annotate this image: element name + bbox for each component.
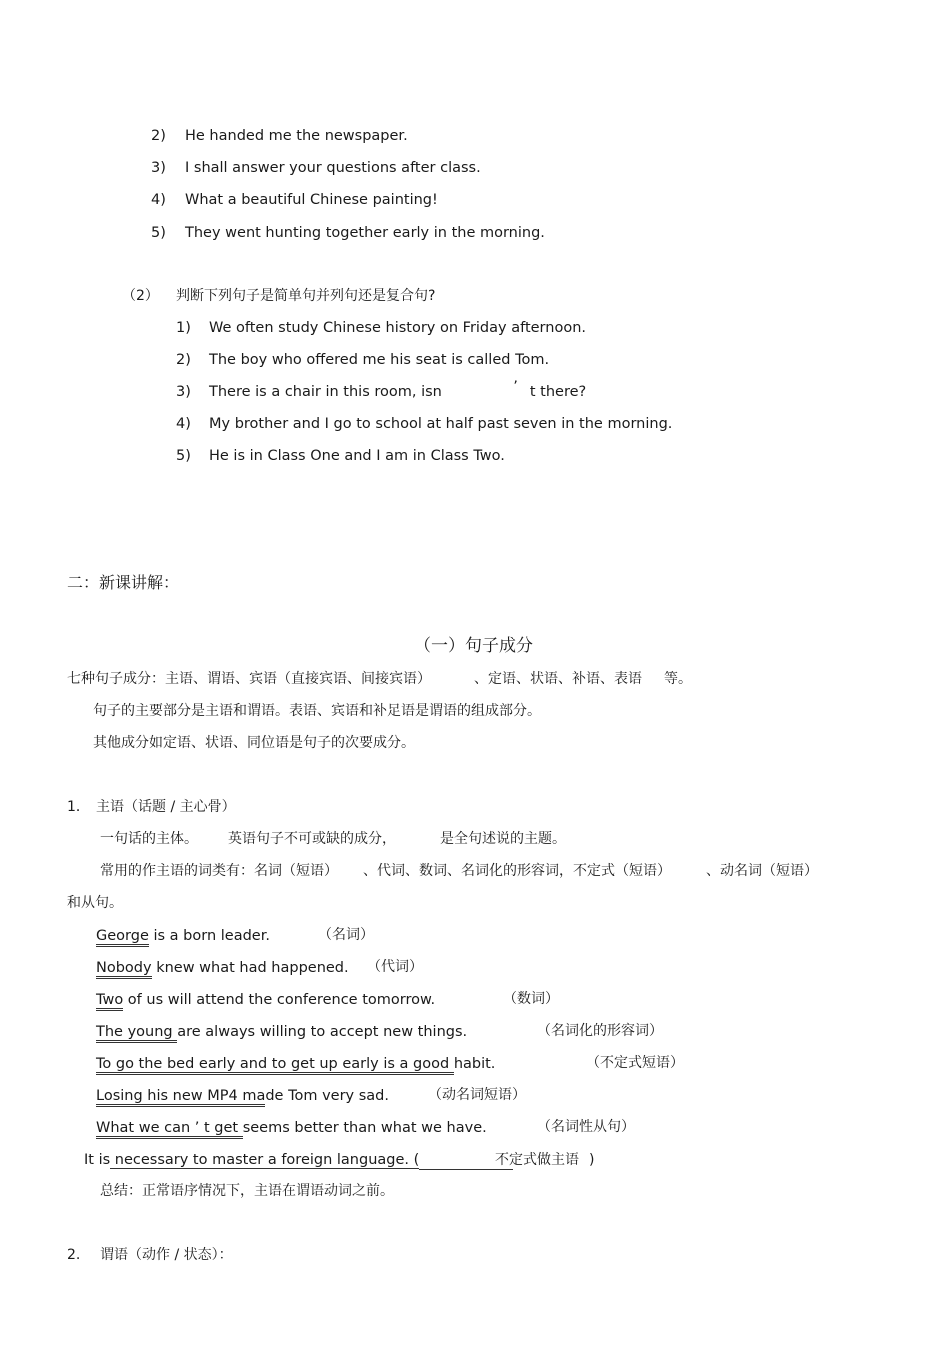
description-line [100, 862, 818, 880]
intro-text: 、定语、状语、补语、表语 [474, 671, 642, 687]
subject-underlined: Losing his new MP4 ma [96, 1088, 265, 1107]
intro-text: 等。 [664, 671, 692, 687]
example-note: （名词） [318, 927, 374, 943]
intro-line: 其他成分如定语、状语、同位语是句子的次要成分。 [93, 735, 415, 751]
underlined-part: necessary to master [110, 1152, 264, 1168]
list-number: 2) [176, 352, 191, 368]
description-line [100, 830, 566, 848]
heading-number: 1． [67, 799, 90, 815]
heading-number: 2. [67, 1247, 81, 1263]
example-note [495, 1151, 594, 1169]
exercise-prompt-text: 判断下列句子是简单句并列句还是复合句? [176, 288, 436, 304]
page-title: （一）句子成分 [414, 636, 533, 656]
list-item [176, 447, 505, 465]
list-item [151, 159, 481, 177]
list-item [176, 415, 672, 433]
list-text: There is a chair in this room, isn [209, 384, 442, 400]
example-sentence [96, 1055, 495, 1073]
list-text: They went hunting together early in the morning. [185, 225, 545, 241]
heading-text: 主语（话题 / 主心骨） [96, 799, 236, 815]
apostrophe: ’ [513, 379, 518, 395]
intro-line: 句子的主要部分是主语和谓语。表语、宾语和补足语是谓语的组成部分。 [93, 703, 541, 719]
description-line: 和从句。 [67, 895, 123, 911]
sentence-rest: de Tom very sad. [265, 1088, 389, 1104]
list-text: He is in Class One and I am in Class Two. [209, 448, 505, 464]
list-item [151, 191, 438, 209]
list-item [151, 224, 545, 242]
exercise-number: （2） [122, 288, 159, 304]
note-text: 不定式做主语 [495, 1152, 579, 1168]
description-text: 、代词、数词、名词化的形容词，不定式（短语） [363, 863, 664, 879]
subject-underlined: Two [96, 992, 123, 1011]
list-number: 5) [151, 225, 166, 241]
list-number: 3) [151, 160, 166, 176]
example-note: （代词） [367, 959, 423, 975]
example-sentence [96, 1087, 389, 1105]
list-text: The boy who offered me his seat is called Tom. [209, 352, 550, 368]
description-text: 常用的作主语的词类有：名词（短语） [100, 863, 331, 879]
list-item [176, 379, 587, 401]
description-text: 一句话的主体。 [100, 831, 198, 847]
sentence-rest: knew what had happened. [151, 960, 349, 976]
list-number: 3) [176, 384, 191, 400]
sentence-part: It is [84, 1152, 111, 1168]
sentence-rest: seems better than what we have. [242, 1120, 487, 1136]
exercise-prompt [122, 287, 435, 305]
example-note: （名词化的形容词） [537, 1023, 663, 1039]
example-sentence [96, 991, 435, 1009]
list-number: 1) [176, 320, 191, 336]
list-text: I shall answer your questions after class. [185, 160, 481, 176]
underlined-part: a foreign language. ( [263, 1152, 420, 1168]
subject-underlined: To go the bed early and to get up early is a good [96, 1056, 454, 1075]
sentence-rest: are always willing to accept new things. [177, 1024, 468, 1040]
example-note: （不定式短语） [586, 1055, 684, 1071]
list-number: 4) [176, 416, 191, 432]
description-text: 、动名词（短语） [706, 863, 818, 879]
example-sentence [96, 927, 270, 945]
example-sentence [96, 1119, 487, 1137]
example-sentence [84, 1151, 513, 1170]
sentence-rest: habit. [453, 1056, 496, 1072]
summary-line: 总结：正常语序情况下，主语在谓语动词之前。 [100, 1183, 394, 1199]
subsection-heading [67, 1246, 233, 1264]
example-sentence [96, 1023, 467, 1041]
subject-underlined: George [96, 928, 149, 947]
description-text: 是全句述说的主题。 [440, 831, 566, 847]
intro-text: 七种句子成分：主语、谓语、宾语（直接宾语、间接宾语） [67, 671, 424, 687]
list-number: 5) [176, 448, 191, 464]
list-item [176, 351, 549, 369]
example-note: （动名词短语） [428, 1087, 526, 1103]
sentence-rest: of us will attend the conference tomorrow. [123, 992, 436, 1008]
example-sentence [96, 959, 349, 977]
list-text: What a beautiful Chinese painting! [185, 192, 438, 208]
subject-underlined: The young [96, 1024, 177, 1043]
list-text: He handed me the newspaper. [185, 128, 408, 144]
sentence-rest: is a born leader. [148, 928, 270, 944]
subject-underlined: What we can ’ t get [96, 1120, 243, 1139]
note-paren: ) [589, 1152, 595, 1168]
list-item [176, 319, 586, 337]
list-text: t there? [529, 384, 587, 400]
list-number: 4) [151, 192, 166, 208]
heading-text: 谓语（动作 / 状态）： [100, 1247, 233, 1263]
list-number: 2) [151, 128, 166, 144]
example-note: （名词性从句） [537, 1119, 635, 1135]
subsection-heading [67, 798, 236, 816]
list-item [151, 127, 408, 145]
intro-line [67, 670, 692, 688]
description-text: 英语句子不可或缺的成分， [228, 831, 396, 847]
list-text: We often study Chinese history on Friday afternoon. [209, 320, 586, 336]
subject-underlined: Nobody [96, 960, 152, 979]
list-text: My brother and I go to school at half past seven in the morning. [209, 416, 673, 432]
section-heading: 二：新课讲解： [67, 573, 180, 592]
example-note: （数词） [503, 991, 559, 1007]
